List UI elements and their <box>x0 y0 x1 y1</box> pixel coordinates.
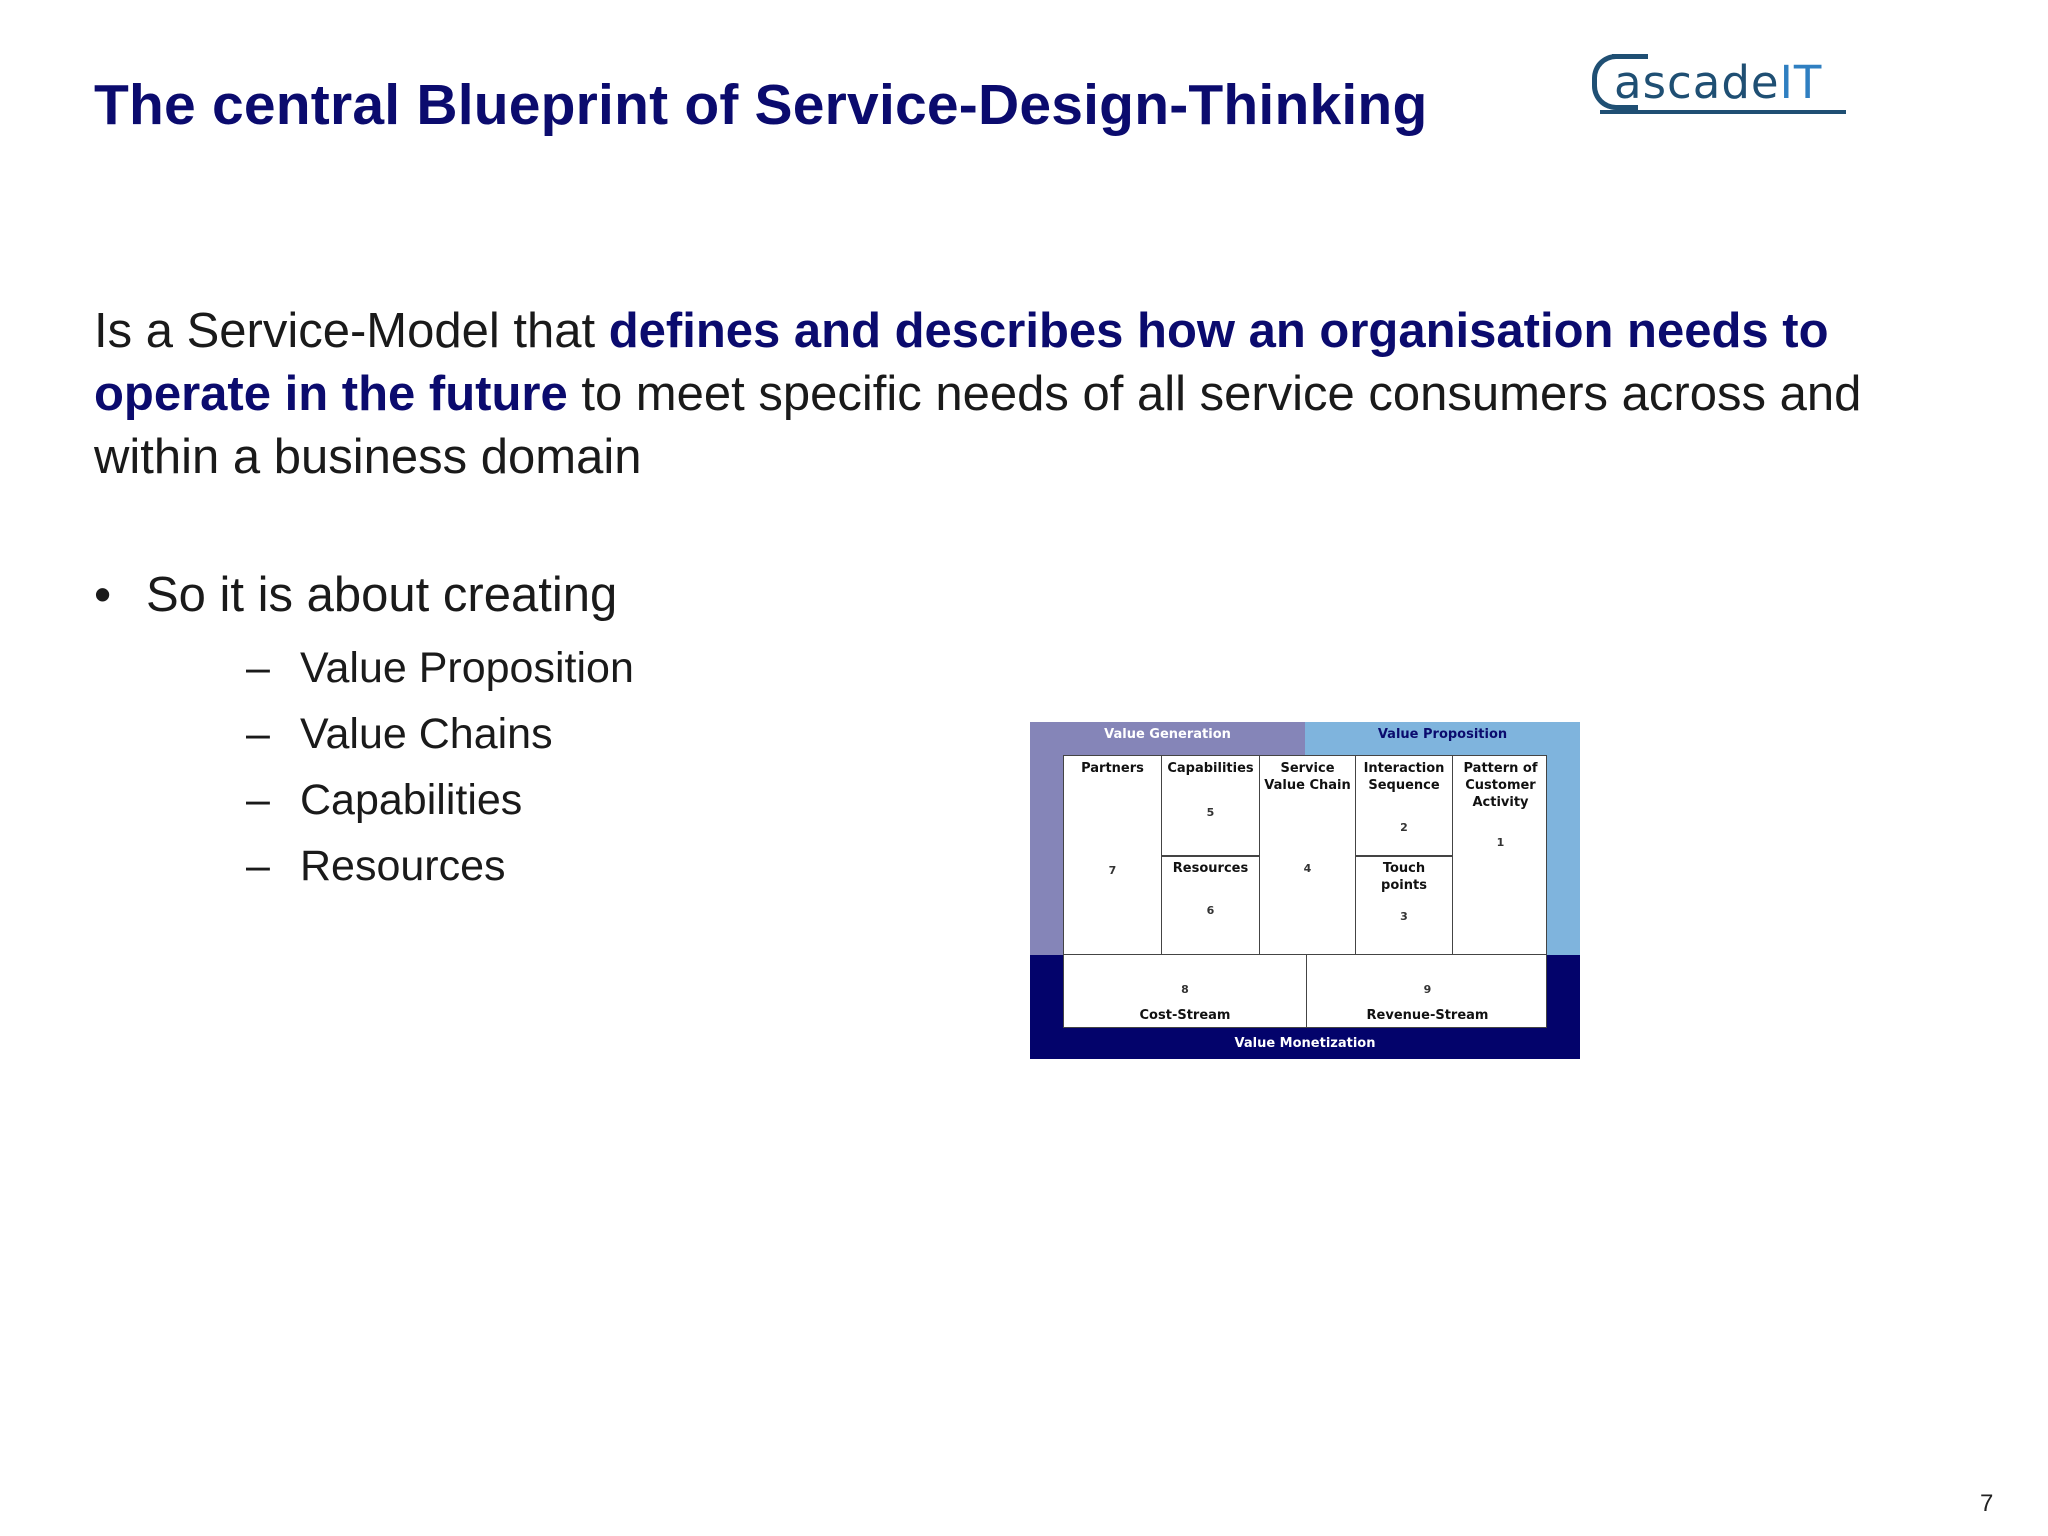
pattern-of-customer-activity-cell <box>1453 756 1548 954</box>
resources-label: Resources <box>1172 861 1249 876</box>
cost-stream-label: Cost-Stream <box>1139 1008 1231 1023</box>
value-generation-label: Value Generation <box>1104 727 1231 742</box>
partners-label: Partners <box>1081 761 1144 776</box>
value-monetization-label: Value Monetization <box>1234 1036 1376 1051</box>
pattern-label-2: Customer <box>1465 778 1536 793</box>
capabilities-divider <box>1162 855 1259 857</box>
cost-stream-number: 8 <box>1181 983 1189 996</box>
logo-wordmark <box>1614 58 1822 108</box>
sub-bullet-capabilities <box>146 767 634 833</box>
pattern-number: 1 <box>1496 836 1505 849</box>
resources-cell <box>1162 856 1259 956</box>
intro-text-1: Is a Service-Model that <box>94 304 609 358</box>
revenue-stream-cell <box>1307 955 1548 1027</box>
interaction-divider <box>1356 855 1453 857</box>
cost-stream-cell <box>1064 955 1307 1027</box>
sub-bullet-text: Resources <box>300 842 506 890</box>
intro-emphasis: defines and describes how an organisation needs to operate in the future <box>94 304 1829 421</box>
sub-bullet-resources <box>146 833 634 899</box>
interaction-sequence-number: 2 <box>1400 821 1408 834</box>
interaction-sequence-label-1: Interaction <box>1363 761 1445 776</box>
sub-bullet-value-proposition <box>146 635 634 701</box>
service-value-chain-label-2: Value Chain <box>1264 778 1351 793</box>
dash-marker: – <box>246 842 270 890</box>
sub-bullet-value-chains <box>146 701 634 767</box>
revenue-stream-label: Revenue-Stream <box>1366 1008 1489 1023</box>
logo-underline <box>1600 110 1846 114</box>
blueprint-grid <box>1063 755 1547 955</box>
service-value-chain-label-1: Service <box>1280 761 1335 776</box>
partners-number: 7 <box>1108 864 1117 877</box>
interaction-sequence-cell <box>1356 756 1453 856</box>
pattern-label-1: Pattern of <box>1463 761 1538 776</box>
slide-title: The central Blueprint of Service-Design-Thinking <box>94 73 1428 137</box>
sub-bullet-list <box>146 635 634 899</box>
logo-accent-text: IT <box>1779 56 1823 109</box>
pattern-label-3: Activity <box>1472 795 1529 810</box>
touch-points-label-1: Touch <box>1382 861 1426 876</box>
touch-points-label-2: points <box>1381 878 1427 893</box>
blueprint-bottom-row <box>1063 955 1547 1028</box>
bullet-item <box>94 565 634 899</box>
sub-bullet-text: Value Chains <box>300 710 553 758</box>
partners-cell <box>1064 756 1162 954</box>
sub-bullet-text: Value Proposition <box>300 644 634 692</box>
bullet-marker: • <box>94 568 112 622</box>
page-number: 7 <box>1980 1490 1994 1517</box>
intro-text-2: to meet specific needs of all service consumers across and within a business domain <box>94 367 1862 484</box>
dash-marker: – <box>246 710 270 758</box>
capabilities-cell <box>1162 756 1259 856</box>
capabilities-number: 5 <box>1206 806 1215 819</box>
capabilities-label: Capabilities <box>1167 761 1254 776</box>
value-proposition-label: Value Proposition <box>1377 727 1508 742</box>
touch-points-cell <box>1356 856 1453 956</box>
sub-bullet-text: Capabilities <box>300 776 523 824</box>
service-value-chain-cell <box>1259 756 1356 954</box>
bullet-text: So it is about creating <box>146 568 618 622</box>
resources-number: 6 <box>1206 904 1215 917</box>
service-blueprint-diagram <box>1030 722 1580 1059</box>
logo-main-text: ascade <box>1614 56 1780 109</box>
dash-marker: – <box>246 644 270 692</box>
bullet-list <box>94 565 634 899</box>
touch-points-number: 3 <box>1400 910 1408 923</box>
cascade-it-logo <box>1592 52 1850 118</box>
interaction-sequence-label-2: Sequence <box>1368 778 1440 793</box>
intro-paragraph <box>94 300 1914 489</box>
service-value-chain-number: 4 <box>1303 862 1312 875</box>
dash-marker: – <box>246 776 270 824</box>
revenue-stream-number: 9 <box>1423 983 1432 996</box>
